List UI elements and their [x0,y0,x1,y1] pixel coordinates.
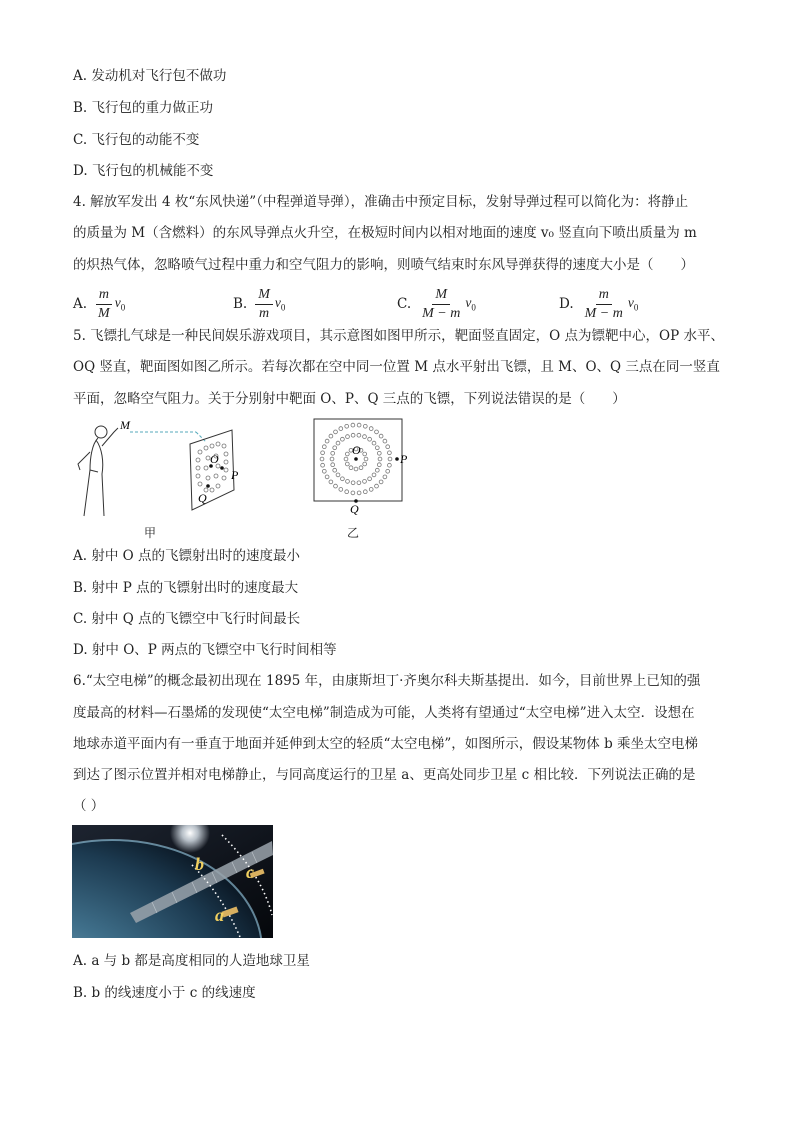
balloon-circle [363,462,367,466]
balloon-circle [344,457,348,461]
q4-option-a-fraction: $\frac{m}{M}$ [95,288,113,321]
q5-option-c: C. 射中 Q 点的飞镖空中飞行时间最长 [73,611,301,627]
balloon-circle [388,457,392,461]
balloon-circle [333,446,337,450]
q4-option-b: B. $\frac{M}{m}$ $v_0$ [233,286,286,321]
photo-label-b: b [195,854,204,874]
point-p-dot [220,466,224,470]
space-elevator-photo [72,825,273,938]
balloon-circle [351,423,355,427]
balloon-circle [368,437,372,441]
balloon-circle [345,490,349,494]
balloon-circle [345,452,349,456]
q5-option-d: D. 射中 O、P 两点的飞镖空中飞行时间相等 [73,642,337,658]
q6-option-b: B. b 的线速度小于 c 的线速度 [73,985,256,1001]
balloon-circle [363,490,367,494]
svg-text:P: P [400,452,408,466]
balloon-circle [325,475,329,479]
q3-option-b: B. 飞行包的重力做正功 [73,100,214,116]
q6-option-a: A. a 与 b 都是高度相同的人造地球卫星 [73,953,310,969]
figure-a-caption: 甲 [144,526,157,540]
figure-b-target-face [310,416,414,528]
person-silhouette [78,426,118,516]
balloon-circle [357,423,361,427]
balloon-circle [346,435,350,439]
balloon-circle [359,466,363,470]
balloon-circle [369,488,373,492]
svg-text:Q: Q [350,502,359,516]
balloon-circle [345,424,349,428]
q4-stem-line3: 的炽热气体，忽略喷气过程中重力和空气阻力的影响，则喷气结束时东风导弹获得的速度大小是（ ） [73,257,694,273]
balloon-circle [321,463,325,467]
q4-option-a: A. $\frac{m}{M}$ $v_0$ [73,286,126,321]
q5-stem-line2: OQ 竖直，靶面图如图乙所示。若每次都在空中同一位置 M 点水平射出飞镖，且 M、O、Q 三点在同一竖直 [73,359,720,375]
balloon-circle [378,457,382,461]
balloon-circle [377,451,381,455]
edge-p-dot [395,457,399,461]
balloon-circle [329,480,333,484]
balloon-circle [321,451,325,455]
balloon-circle [363,480,367,484]
balloon-circle [336,473,340,477]
balloon-circle [363,424,367,428]
balloon-circle [346,480,350,484]
balloon-circle [322,469,326,473]
q4-option-c: C. $\frac{M}{M - m}$ $v_0$ [397,286,476,321]
balloon-circle [375,468,379,472]
figure-b-caption: 乙 [347,526,360,540]
balloon-circle [388,451,392,455]
balloon-circle [375,484,379,488]
q4-stem-line1: 4. 解放军发出 4 枚“东风快递”（中程弹道导弹），准确击中预定目标，发射导弹过程可以简化为：将静止 [73,194,689,210]
balloon-circle [351,433,355,437]
q4-option-b-fraction: $\frac{M}{m}$ [255,288,273,321]
balloon-circle [341,437,345,441]
balloon-circle [336,441,340,445]
balloon-circle [363,452,367,456]
q4-option-d: D. $\frac{m}{M - m}$ $v_0$ [559,286,639,321]
q5-option-b: B. 射中 P 点的飞镖射出时的速度最大 [73,580,299,596]
balloon-circle [354,467,358,471]
balloon-circle [383,439,387,443]
center-o-dot [354,457,358,461]
balloon-circle [379,434,383,438]
balloon-circle [383,475,387,479]
balloon-circle [369,427,373,431]
q4-options [73,287,733,321]
q4-stem-line2: 的质量为 M（含燃料）的东风导弹点火升空，在极短时间内以相对地面的速度 v₀ 竖直向下喷出质量为 m [73,225,697,241]
q3-option-a: A. 发动机对飞行包不做功 [73,68,227,84]
balloon-circle [372,441,376,445]
balloon-circle [341,477,345,481]
balloon-circle [368,477,372,481]
balloon-circle [357,491,361,495]
label-p: P [231,468,239,482]
balloon-circle [386,469,390,473]
q6-stem-line2: 度最高的材料—石墨烯的发现使“太空电梯”制造成为可能，人类将有望通过“太空电梯”进入太空．设想在 [73,705,695,721]
q5-option-a: A. 射中 O 点的飞镖射出时的速度最小 [73,548,300,564]
balloon-circle [372,473,376,477]
balloon-circle [349,466,353,470]
balloon-circle [375,446,379,450]
balloon-circle [363,435,367,439]
balloon-circle [325,439,329,443]
q6-stem-line5: （ ） [73,798,105,814]
balloon-circle [386,445,390,449]
label-q: Q [198,491,207,505]
q4-option-d-fraction: $\frac{m}{M - m}$ [584,286,623,321]
q3-option-d: D. 飞行包的机械能不变 [73,163,214,179]
label-o: O [210,452,219,466]
balloon-circle [339,427,343,431]
balloon-circle [351,491,355,495]
balloon-circle [357,433,361,437]
balloon-circle [388,463,392,467]
figure-a-thrower-and-target [68,418,248,528]
balloon-circle [334,430,338,434]
balloon-circle [351,481,355,485]
balloon-circle [377,463,381,467]
balloon-circle [345,462,349,466]
balloon-circle [330,457,334,461]
balloon-circle [379,480,383,484]
q6-stem-line1: 6.“太空电梯”的概念最初出现在 1895 年，由康斯坦丁·齐奥尔科夫斯基提出．如今，目前世界上已知的强 [73,673,701,689]
balloon-circle [329,434,333,438]
point-q-dot [206,484,210,488]
svg-text:O: O [352,443,361,457]
target-board [190,430,234,510]
balloon-circle [375,430,379,434]
balloon-circle [334,484,338,488]
photo-label-a: a [215,905,224,925]
balloon-circle [333,468,337,472]
balloon-circle [339,488,343,492]
balloon-circle [322,445,326,449]
label-m: M [120,418,130,432]
balloon-circle [331,463,335,467]
photo-label-c: c [246,862,254,882]
q3-option-c: C. 飞行包的动能不变 [73,132,200,148]
balloon-circle [364,457,368,461]
q5-stem-line3: 平面，忽略空气阻力。关于分别射中靶面 O、P、Q 三点的飞镖，下列说法错误的是（ ） [73,391,626,407]
balloon-circle [357,481,361,485]
q6-stem-line3: 地球赤道平面内有一垂直于地面并延伸到太空的轻质“太空电梯”，如图所示，假设某物体 b 乘坐太空电梯 [73,736,699,752]
balloon-circle [331,451,335,455]
balloon-circle [320,457,324,461]
q5-stem-line1: 5. 飞镖扎气球是一种民间娱乐游戏项目，其示意图如图甲所示，靶面竖直固定，O 点为镖靶中心，OP 水平、 [73,328,724,344]
q6-stem-line4: 到达了图示位置并相对电梯静止，与同高度运行的卫星 a、更高处同步卫星 c 相比较．下列说法正确的是 [73,767,696,783]
q4-option-c-fraction: $\frac{M}{M - m}$ [422,286,461,321]
